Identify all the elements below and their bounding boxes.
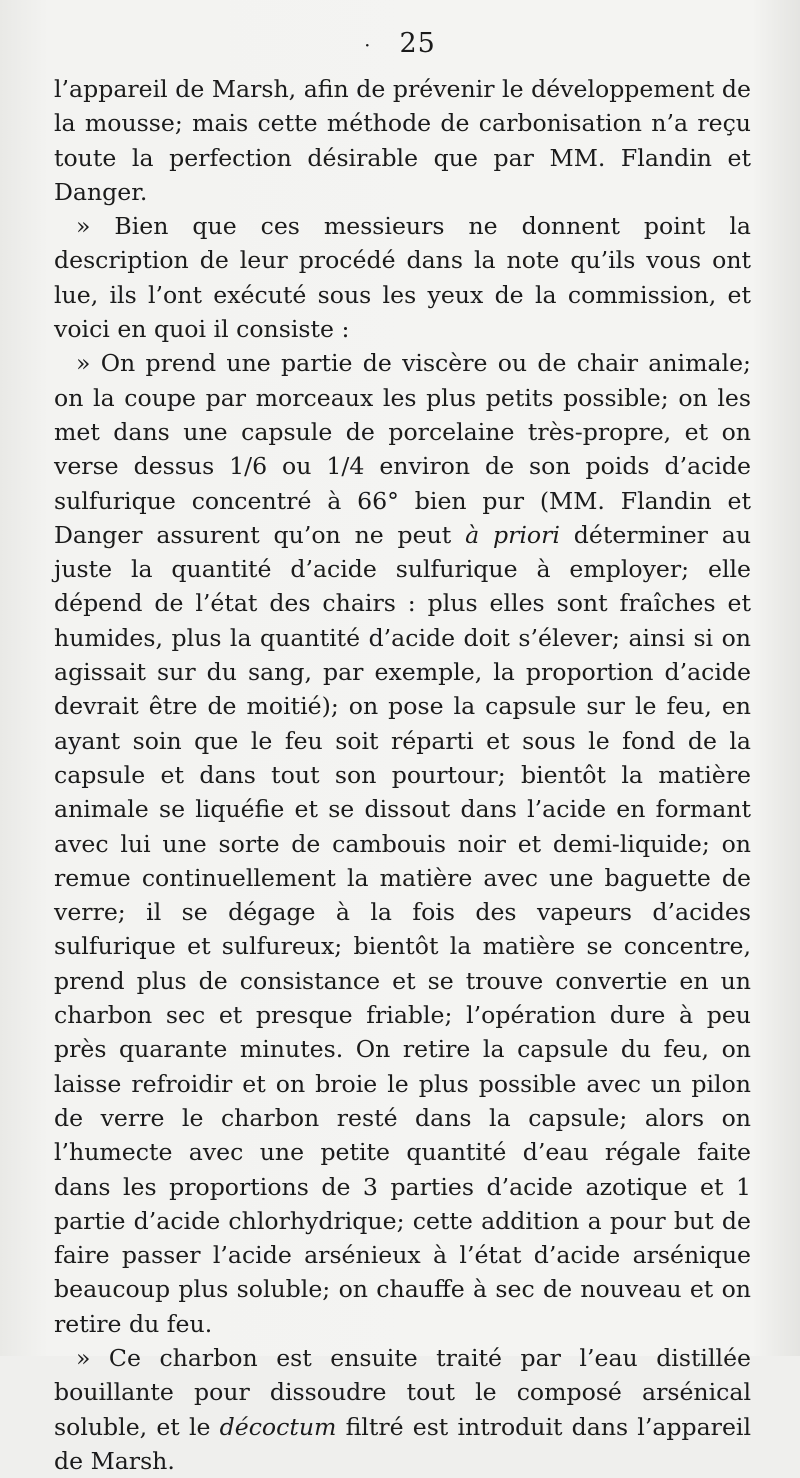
paragraph-3-start: » On prend une partie de viscère ou de chair animale; on la coupe par morceaux les plus petits possible; on les met dans une capsule de porcelaine très-propre, et on verse dessus 1/6 ou 1/4 environ de son poids d’acide sulfurique concentré à 66° bien pur (MM. Flandin et Danger assurent qu’on ne peut (54, 349, 751, 549)
paragraph-3 (54, 346, 751, 1341)
page-number-dot: · (364, 33, 372, 57)
italic-decoctum: décoctum (219, 1412, 337, 1441)
paragraph-1: l’appareil de Marsh, afin de prévenir le développement de la mousse; mais cette méthode de carbonisation n’a reçu toute la perfection désirable que par MM. Flandin et Danger. (54, 75, 751, 206)
paragraph-2: » Bien que ces messieurs ne donnent point la description de leur procédé dans la note qu’ils vous ont lue, ils l’ont exécuté sous les yeux de la commission, et voici en quoi il consiste : (54, 212, 751, 344)
paragraph-4 (54, 1341, 751, 1478)
paragraph-4-end: filtré est introduit dans l’appareil de Marsh. (54, 1412, 752, 1475)
paragraph-4-start: » Ce charbon est ensuite traité par l’eau distillée bouillante pour dissoudre tout le composé arsénical soluble, et le (54, 1343, 751, 1441)
page-number-value: 25 (399, 28, 436, 59)
body-text (54, 72, 751, 1478)
page-number (0, 28, 800, 59)
paragraph-3-end: déterminer au juste la quantité d’acide sulfurique à employer; elle dépend de l’état des chairs : plus elles sont fraîches et humides, plus la quantité d’acide doit s’élever; ainsi si on agissait sur du sang, par exemple, la proportion d’acide devrait être de moitié); on pose la capsule sur le feu, en ayant soin que le feu soit réparti et sous le fond de la capsule et dans tout son pourtour; bientôt la matière animale se liquéfie et se dissout dans l’acide en formant avec lui une sorte de cambouis noir et demi-liquide; on remue continuellement la matière avec une baguette de verre; il se dégage à la fois des vapeurs d’acides sulfurique et sulfureux; bientôt la matière se concentre, prend plus de consistance et se trouve convertie en un charbon sec et presque friable; l’opération dure à peu près quarante minutes. On retire la capsule du feu, on laisse refroidir et on broie le plus possible avec un pilon de verre le charbon resté dans la capsule; alors on l’humecte avec une petite quantité d’eau régale faite dans les proportions de 3 parties d’acide azotique et 1 partie d’acide chlorhydrique; cette addition a pour but de faire passer l’acide arsénieux à l’état d’acide arsénique beaucoup plus soluble; on chauffe à sec de nouveau et on retire du feu. (54, 520, 752, 1338)
italic-a-priori: à priori (465, 520, 560, 549)
